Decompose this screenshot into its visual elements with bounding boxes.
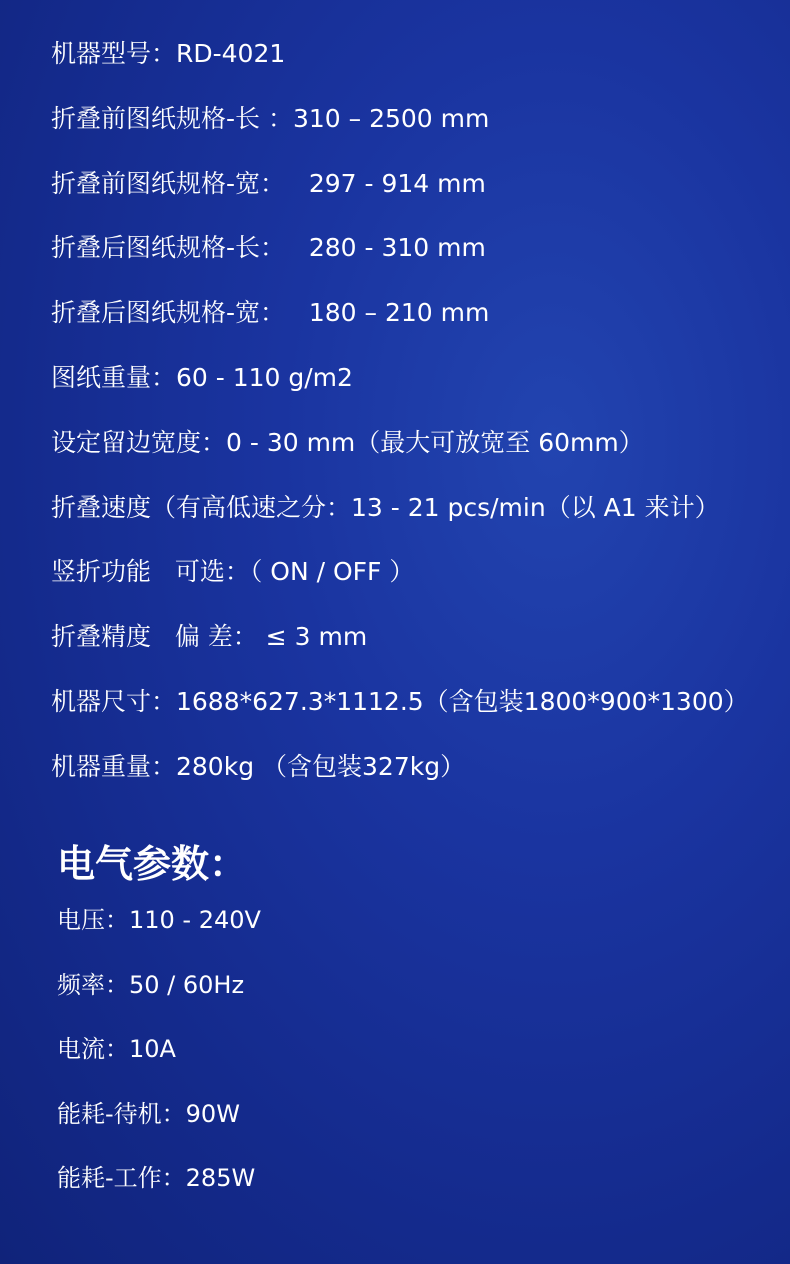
electrical-spec-list <box>57 900 261 1223</box>
spec-post-fold-length: 折叠后图纸规格-长： 280 - 310 mm <box>51 233 486 263</box>
elec-voltage: 电压：110 - 240V <box>57 906 261 934</box>
spec-pre-fold-width: 折叠前图纸规格-宽： 297 - 914 mm <box>51 168 486 198</box>
spec-post-fold-width: 折叠后图纸规格-宽： 180 – 210 mm <box>51 298 490 328</box>
spec-paper-weight: 图纸重量：60 - 110 g/m2 <box>51 362 353 392</box>
elec-working-power: 能耗-工作：285W <box>57 1164 256 1192</box>
electrical-section-title: 电气参数： <box>57 842 248 886</box>
spec-margin-width: 设定留边宽度：0 - 30 mm（最大可放宽至 60mm） <box>51 427 644 457</box>
elec-standby-power: 能耗-待机：90W <box>57 1099 240 1128</box>
elec-frequency: 频率：50 / 60Hz <box>57 970 245 999</box>
spec-weight: 机器重量：280kg （含包装327kg） <box>51 751 466 781</box>
spec-model: 机器型号：RD-4021 <box>51 39 286 68</box>
spec-pre-fold-length: 折叠前图纸规格-长 ：310 – 2500 mm <box>51 103 490 133</box>
spec-vertical-fold: 竖折功能 可选：（ ON / OFF ） <box>51 557 415 587</box>
spec-fold-precision: 折叠精度 偏 差： ≤ 3 mm <box>51 622 368 652</box>
elec-current: 电流：10A <box>57 1035 176 1063</box>
spec-fold-speed: 折叠速度（有高低速之分：13 - 21 pcs/min（以 A1 来计） <box>51 492 720 522</box>
spec-dimensions: 机器尺寸：1688*627.3*1112.5（含包装1800*900*1300） <box>51 686 749 716</box>
machine-spec-list <box>51 34 749 812</box>
